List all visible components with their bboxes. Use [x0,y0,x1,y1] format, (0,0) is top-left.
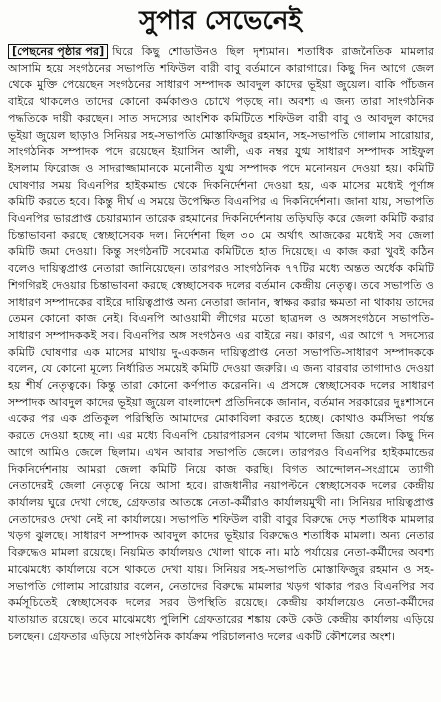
article-body [8,44,434,696]
article-body-text: ঘিরে কিছু শোডাউনও ছিল দৃশ্যমান। শতাধিক রাজনৈতিক মামলার আসামি হয়ে সংগঠনের সভাপতি শফিউল বারী বাবু বর্তমানে কারাগারে। কিছু দিন আগে জেল থেকে মুক্তি পেয়েছেন সংগঠনের সাধারণ সম্পাদক আবদুল কাদের ভূইয়া জুয়েল। বাকি পাঁচজন বাইরে থাকলেও তাদের কোনো কর্মকাণ্ডও চোখে পড়ছে না। অবশ্য এ জন্য তারা সাংগঠনিক পদ্ধতিকে দায়ী করছেন। সাত সদস্যের আংশিক কমিটিতে শফিউল বারী বাবু ও আবদুল কাদের ভূইয়া জুয়েল ছাড়াও সিনিয়র সহ-সভাপতি মোস্তাফিজুর রহমান, সহ-সভাপতি গোলাম সারোয়ার, সাংগঠনিক সম্পাদক পদে রয়েছেন ইয়াসিন আলী, এক নম্বর যুগ্ম সাধারণ সম্পাদক সাইফুল ইসলাম ফিরোজ ও সাদরাজ্জামানকে মনোনীত যুগ্ম সম্পাদক পদে মনোনয়ন দেওয়া হয়। কমিটি ঘোষণার সময় বিএনপির হাইকমান্ড থেকে দিকনির্দেশনা দেওয়া হয়, এক মাসের মধ্যেই পূর্ণাঙ্গ কমিটি করতে হবে। কিন্তু দীর্ঘ এ সময়ে উপেক্ষিত বিএনপির এ দিকনির্দেশনা। জানা যায়, সভাপতি বিএনপির ভারপ্রাপ্ত চেয়ারম্যান তারেক রহমানের দিকনির্দেশনায় তড়িঘড়ি করে জেলা কমিটি করার চিন্তাভাবনা করছে স্বেচ্ছাসেবক দল। নির্দেশনা ছিল ৩০ মে অর্থাৎ আজকের মধ্যেই সব জেলা কমিটি জমা দেওয়া। কিন্তু সংগঠনটি সবেমাত্র কমিটিতে হাত দিয়েছে। এ কাজ করা খুবই কঠিন বলেও দায়িত্বপ্রাপ্ত নেতারা জানিয়েছেন। তারপরও সাংগঠনিক ৭৭টির মধ্যে অন্তত অর্ধেক কমিটি শিগগিরই দেওয়ার চিন্তাভাবনা করছে স্বেচ্ছাসেবক দলের বর্তমান কেন্দ্রীয় নেতৃত্ব। তবে সভাপতি ও সাধারণ সম্পাদকের বাইরে দায়িত্বপ্রাপ্ত অন্য নেতারা জানান, স্বাক্ষর করার ক্ষমতা না থাকায় তাদের তেমন কোনো কাজ নেই। বিএনপি আওয়ামী লীগের মতো ছাত্রদল ও অঙ্গসংগঠনে সভাপতি-সাধারণ সম্পাদককই সব। বিএনপির অঙ্গ সংগঠনও এর বাইরে নয়। কারণ, এর আগে ৭ সদস্যের কমিটি ঘোষণার এক মাসের মাথায় দু-একজন দায়িত্বপ্রাপ্ত নেতা সভাপতি-সাধারণ সম্পাদককে বলেন, যে কোনো মূল্যে নির্ধারিত সময়েই কমিটি দেওয়া জরুরি। এ জন্য বারবার তাগাদাও দেওয়া হয় শীর্ষ নেতৃত্বকে। কিন্তু তারা কোনো কর্ণপাত করেননি। এ প্রসঙ্গে স্বেচ্ছাসেবক দলের সাধারণ সম্পাদক আবদুল কাদের ভূইয়া জুয়েল বাংলাদেশ প্রতিদিনকে জানান, বর্তমান সরকারের দুঃশাসনে একের পর এক প্রতিকূল পরিস্থিতি আমাদের মোকাবিলা করতে হচ্ছে। কোথাও কর্মসিভা পর্যন্ত করতে দেওয়া হচ্ছে না। এর মধ্যে বিএনপি চেয়ারপারসন বেগম খালেদা জিয়া জেলে। কিছু দিন আগে আমিও জেলে ছিলাম। এখন আবার সভাপতি জেলে। তারপরও বিএনপির হাইকমান্ডের দিকনির্দেশনায় আমরা জেলা কমিটি নিয়ে কাজ করছি। বিগত আন্দোলন-সংগ্রামে ত্যাগী নেতাদেরই জেলা নেতৃত্বে নিয়ে আসা হবে। রাজধানীর নয়াপল্টনে স্বেচ্ছাসেবক দলের কেন্দ্রীয় কার্যালয় ঘুরে দেখা গেছে, গ্রেফতার আতঙ্কে নেতা-কর্মীরাও কার্যালয়মুখী না। সিনিয়র দায়িত্বপ্রাপ্ত নেতাদেরও দেখা নেই না কার্যালয়ে। সভাপতি শফিউল বারী বাবুর বিরুদ্ধে দেড় শতাধিক মামলার খড়গ ঝুলছে। সাধারণ সম্পাদক আবদুল কাদের ভূইয়ার বিরুদ্ধেও শতাধিক মামলা। অন্য নেতার বিরুদ্ধেও মামলা রয়েছে। নিয়মিত কার্যালয়ও খোলা থাকে না। মাঠ পর্যায়ের নেতা-কর্মীদের অবশ্য মাঝেমধ্যে কার্যালয়ে বসে থাকতে দেখা যায়। সিনিয়র সহ-সভাপতি মোস্তাফিজুর রহমান ও সহ-সভাপতি গোলাম সারোয়ার বলেন, নেতাদের বিরুদ্ধে মামলার খড়গ থাকার পরও বিএনপির সব কর্মসূচিতেই স্বেচ্ছাসেবক দলের সরব উপস্থিতি রয়েছে। কেন্দ্রীয় কার্যালয়েও নেতা-কর্মীদের যাতায়াত রয়েছে। তবে মাঝেমধ্যে পুলিশি গ্রেফতারের শঙ্কায় কেউ কেউ কেন্দ্রীয় কার্যালয় এড়িয়ে চলছেন। গ্রেফতার এড়িয়ে সাংগঠনিক কার্যক্রম পরিচালনাও দলের একটি কৌশলের অংশ। [8,45,434,643]
article-headline: সুপার সেভেনেই [139,6,302,36]
continued-from-back-page-label: [পেছনের পৃষ্ঠার পর] [8,44,108,59]
